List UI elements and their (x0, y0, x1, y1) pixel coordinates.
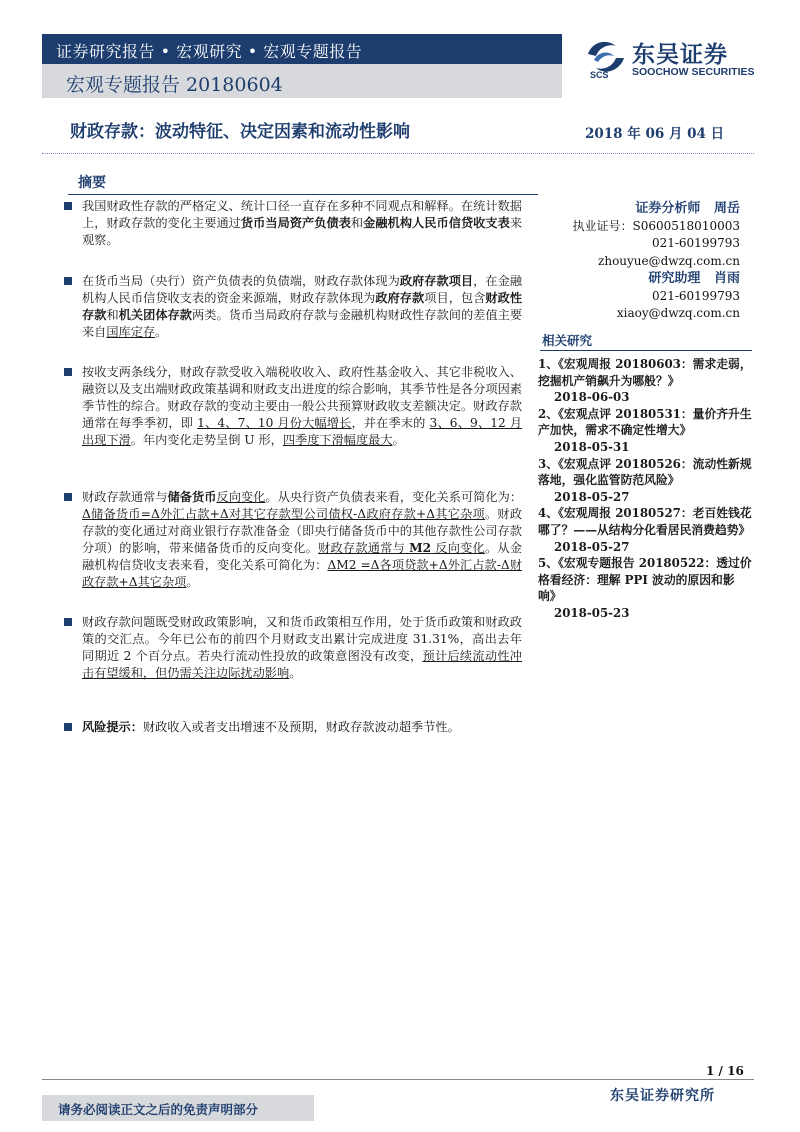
assistant-phone: 021-60199793 (651, 288, 740, 303)
report-title: 财政存款：波动特征、决定因素和流动性影响 (70, 122, 410, 142)
related-research-item[interactable]: 5、《宏观专题报告 20180522：透过价格看经济：理解 PPI 波动的原因和影响》 2018-05-23 (538, 556, 752, 620)
report-date: 2018 年 06 月 04 日 (585, 126, 725, 142)
summary-paragraph-1: 我国财政性存款的严格定义、统计口径一直存在多种不同观点和解释。在统计数据上，财政存款的变化主要通过货币当局资产负债表和金融机构人民币信贷收支表来观察。 (64, 198, 522, 249)
logo-chinese-name: 东吴证券 (632, 42, 728, 68)
footer-disclaimer: 请务必阅读正文之后的免责声明部分 (58, 1102, 259, 1117)
analyst-email[interactable]: zhouyue@dwzq.com.cn (598, 253, 740, 268)
assistant-email[interactable]: xiaoy@dwzq.com.cn (616, 306, 740, 320)
logo-mark-text: SCS (590, 70, 609, 80)
summary-paragraph-3: 按收支两条线分，财政存款受收入端税收收入、政府性基金收入、其它非税收入、融资以及支出端财政政策基调和财政支出进度的综合影响，其季节性是各分项因素季节性的综合。财政存款的变动主要由一般公共预算财政收支差额决定。财政存款通常在每季季初，即 1、4、7、10 月份大幅增长，并在季末的 3、6、9、12 月出现下滑。年内变化走势呈倒 U 形，四季度下滑幅度最大。 (64, 364, 522, 449)
summary-heading-bar (68, 170, 538, 195)
risk-label: 风险提示： (82, 720, 143, 734)
related-research-heading-bar (540, 330, 752, 351)
logo-mark-icon (584, 36, 628, 80)
related-research-item[interactable]: 2、《宏观点评 20180531：量价齐升生产加快，需求不确定性增大》 2018-05-31 (538, 406, 752, 454)
analyst-role: 证券分析师 (635, 201, 701, 216)
summary-paragraph-4: 财政存款通常与储备货币反向变化。从央行资产负债表来看，变化关系可简化为：Δ储备货币=Δ外汇占款+Δ对其它存款型公司债权-Δ政府存款+Δ其它杂项。财政存款的变化通过对商业银行存款准备金（即央行储备货币中的其他存款性公司存款分项）的影响，带来储备货币的反向变化。财政存款通常与 M2 反向变化。从金融机构信贷收支表来看，变化关系可简化为：ΔM2 =Δ各项贷款+Δ外汇占款-Δ财政存款+Δ其它杂项。 (64, 489, 522, 591)
bullet-square-icon (64, 723, 72, 731)
header-top-bar (42, 34, 562, 64)
page-number: 1 / 16 (706, 1064, 744, 1078)
analyst-phone: 021-60199793 (651, 236, 740, 250)
risk-text: 财政收入或者支出增速不及预期，财政存款波动超季节性。 (142, 720, 460, 734)
analyst-info (560, 200, 740, 323)
bullet-square-icon (64, 277, 72, 285)
footer-divider (42, 1079, 754, 1080)
risk-warning (64, 719, 534, 736)
footer-disclaimer-bar (42, 1095, 314, 1121)
related-research-item[interactable]: 3、《宏观点评 20180526：流动性新规落地，强化监管防范风险》 2018-05-27 (538, 456, 752, 504)
summary-paragraph-5: 财政存款问题既受财政政策影响，又和货币政策相互作用，处于货币政策和财政政策的交汇点。今年已公布的前四个月财政支出累计完成进度 31.31%，高出去年同期近 2 个百分点。若央行流动性投放的政策意图没有改变，预计后续流动性冲击有望缓和，但仍需关注边际扰动影响。 (64, 614, 522, 682)
related-research-heading: 相关研究 (542, 333, 593, 348)
summary-heading: 摘要 (78, 175, 106, 191)
summary-paragraph-2: 在货币当局（央行）资产负债表的负债端，财政存款体现为政府存款项目，在金融机构人民币信贷收支表的资金来源端，财政存款体现为政府存款项目，包含财政性存款和机关团体存款两类。货币当局政府存款与金融机构财政性存款间的差值主要来自国库定存。 (64, 273, 522, 341)
title-divider (42, 153, 754, 154)
assistant-role: 研究助理 (648, 271, 701, 286)
related-research-item[interactable]: 1、《宏观周报 20180603：需求走弱，挖掘机产销飙升为哪般？》 2018-06-03 (538, 357, 752, 405)
header-breadcrumb: 证券研究报告 • 宏观研究 • 宏观专题报告 (56, 42, 363, 61)
header-sub-bar (42, 64, 562, 98)
bullet-square-icon (64, 368, 72, 376)
footer-org: 东吴证券研究所 (610, 1088, 715, 1104)
analyst-name: 周岳 (713, 201, 740, 216)
logo-english-name: SOOCHOW SECURITIES (632, 66, 755, 78)
bullet-square-icon (64, 202, 72, 210)
assistant-name: 肖雨 (713, 271, 740, 286)
analyst-license: 执业证号：S0600518010003 (572, 218, 740, 233)
bullet-square-icon (64, 493, 72, 501)
related-research-item[interactable]: 4、《宏观周报 20180527：老百姓钱花哪了？——从结构分化看居民消费趋势》 2018-05-27 (538, 506, 752, 554)
bullet-square-icon (64, 618, 72, 626)
report-type-label: 宏观专题报告 20180604 (66, 74, 283, 96)
related-research-list (538, 356, 752, 622)
company-logo (584, 36, 754, 82)
